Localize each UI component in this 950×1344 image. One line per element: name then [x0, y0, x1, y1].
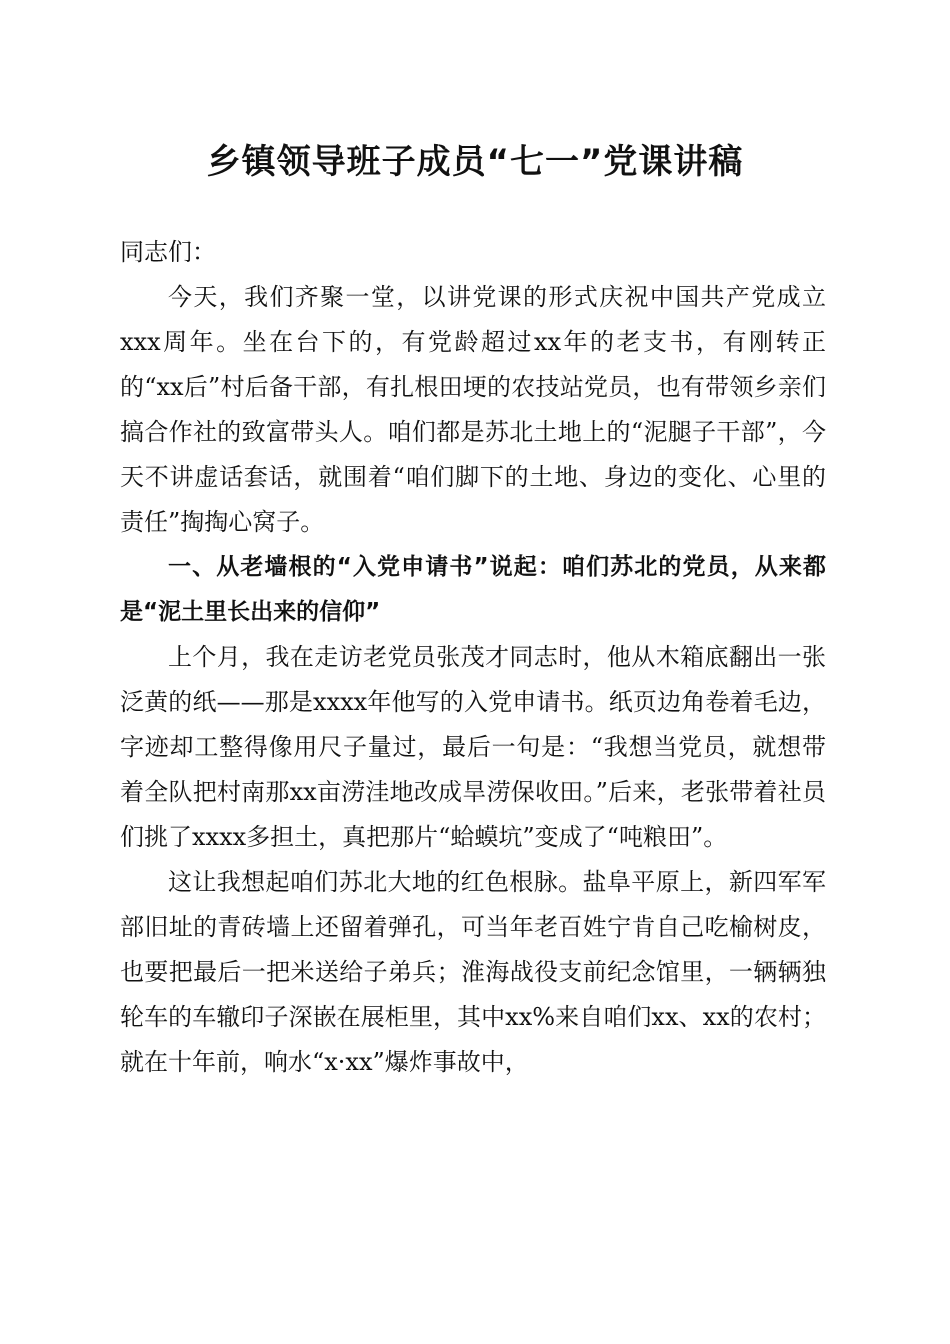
salutation: 同志们： [120, 238, 216, 266]
paragraph-red-roots: 这让我想起咱们苏北大地的红色根脉。盐阜平原上，新四军军部旧址的青砖墙上还留着弹孔，可当年老百姓宁肯自己吃榆树皮，也要把最后一把米送给子弟兵；淮海战役支前纪念馆里，一辆辆独轮车的车辙印子深嵌在展柜里，其中xx%来自咱们xx、xx的农村；就在十年前，响水“x·xx”爆炸事故中， [120, 868, 826, 1076]
document-title: 乡镇领导班子成员“七一”党课讲稿 [206, 142, 744, 182]
paragraph-application-letter: 上个月，我在走访老党员张茂才同志时，他从木箱底翻出一张泛黄的纸——那是xxxx年他写的入党申请书。纸页边角卷着毛边，字迹却工整得像用尺子量过，最后一句是：“我想当党员，就想带着全队把村南那xx亩涝洼地改成旱涝保收田。”后来，老张带着社员们挑了xxxx多担土，真把那片“蛤蟆坑”变成了“吨粮田”。 [120, 643, 826, 851]
document-body [120, 230, 826, 1085]
paragraph-intro: 今天，我们齐聚一堂，以讲党课的形式庆祝中国共产党成立xxx周年。坐在台下的，有党龄超过xx年的老支书，有刚转正的“xx后”村后备干部，有扎根田埂的农技站党员，也有带领乡亲们搞合作社的致富带头人。咱们都是苏北土地上的“泥腿子干部”，今天不讲虚话套话，就围着“咱们脚下的土地、身边的变化、心里的责任”掏掏心窝子。 [120, 283, 826, 536]
section-heading-1: 一、从老墙根的“入党申请书”说起：咱们苏北的党员，从来都是“泥土里长出来的信仰” [120, 554, 826, 625]
